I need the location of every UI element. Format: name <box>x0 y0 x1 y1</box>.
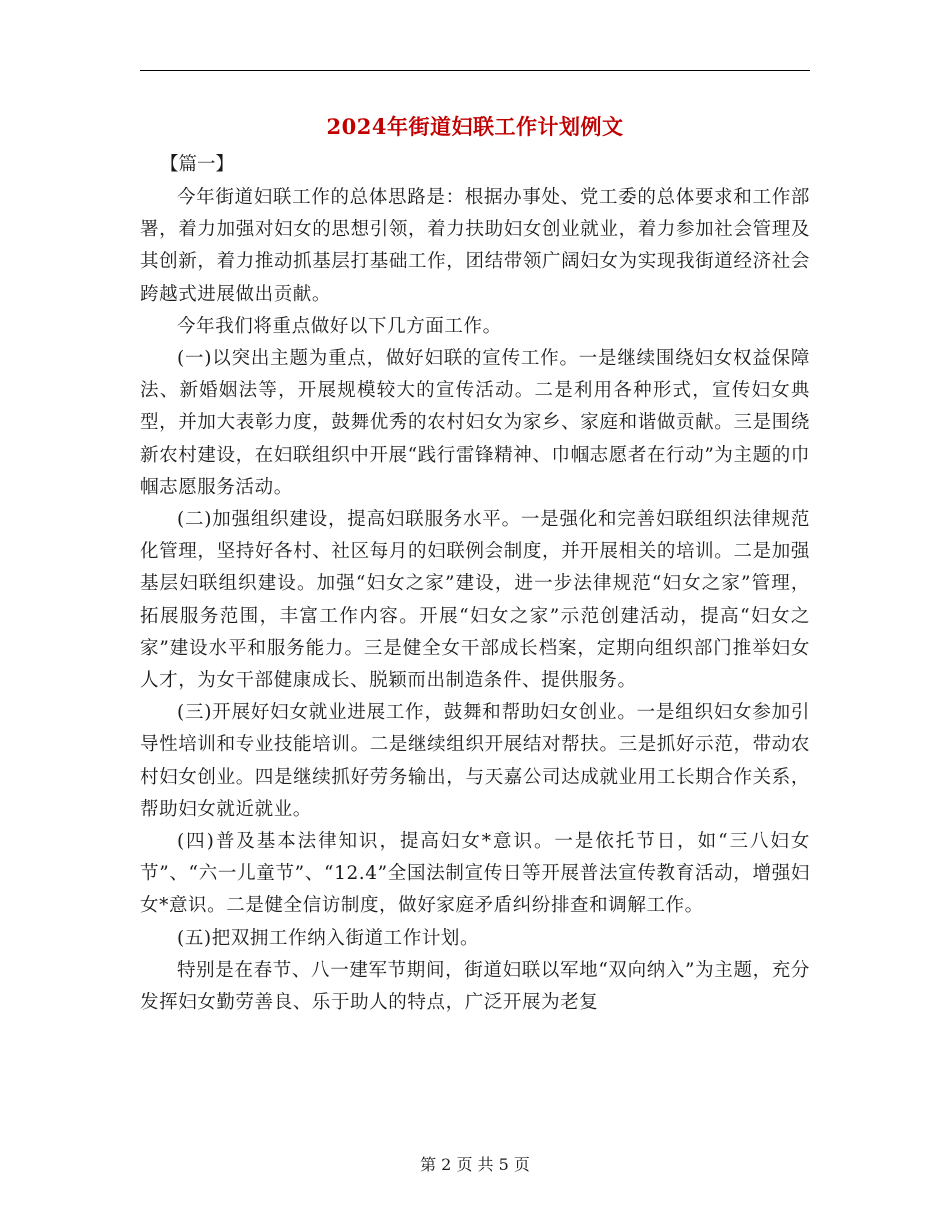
page-number: 第 2 页 共 5 页 <box>420 1155 530 1174</box>
section-label: 【篇一】 <box>160 154 235 175</box>
paragraph-item-1: (一)以突出主题为重点，做好妇联的宣传工作。一是继续围绕妇女权益保障法、新婚姻法等，开展规模较大的宣传活动。二是利用各种形式，宣传妇女典型，并加大表彰力度，鼓舞优秀的农村妇女为家乡、家庭和谐做贡献。三是围绕新农村建设，在妇联组织中开展“践行雷锋精神、巾帼志愿者在行动”为主题的巾帼志愿服务活动。 <box>140 348 810 498</box>
document-body <box>140 182 810 1019</box>
paragraph-item-5: (五)把双拥工作纳入街道工作计划。 <box>177 927 480 949</box>
paragraph-item-5-detail: 特别是在春节、八一建军节期间，街道妇联以军地“双向纳入”为主题，充分发挥妇女勤劳善良、乐于助人的特点，广泛开展为老复 <box>140 959 810 1014</box>
paragraph-item-4: (四)普及基本法律知识，提高妇女*意识。一是依托节日，如“三八妇女节”、“六一儿童节”、“12.4”全国法制宣传日等开展普法宣传教育活动，增强妇女*意识。二是健全信访制度，做好家庭矛盾纠纷排查和调解工作。 <box>140 831 810 917</box>
paragraph-item-2: (二)加强组织建设，提高妇联服务水平。一是强化和完善妇联组织法律规范化管理，坚持好各村、社区每月的妇联例会制度，并开展相关的培训。二是加强基层妇联组织建设。加强“妇女之家”建设，进一步法律规范“妇女之家”管理，拓展服务范围，丰富工作内容。开展“妇女之家”示范创建活动，提高“妇女之家”建设水平和服务能力。三是健全女干部成长档案，定期向组织部门推举妇女人才，为女干部健康成长、脱颖而出制造条件、提供服务。 <box>140 509 810 692</box>
paragraph-overview: 今年我们将重点做好以下几方面工作。 <box>177 315 502 337</box>
paragraph-intro: 今年街道妇联工作的总体思路是：根据办事处、党工委的总体要求和工作部署，着力加强对妇女的思想引领，着力扶助妇女创业就业，着力参加社会管理及其创新，着力推动抓基层打基础工作，团结带领广阔妇女为实现我街道经济社会跨越式进展做出贡献。 <box>140 187 810 305</box>
document-title: 2024年街道妇联工作计划例文 <box>326 114 624 139</box>
header-rule <box>140 70 810 71</box>
paragraph-item-3: (三)开展好妇女就业进展工作，鼓舞和帮助妇女创业。一是组织妇女参加引导性培训和专业技能培训。二是继续组织开展结对帮扶。三是抓好示范，带动农村妇女创业。四是继续抓好劳务输出，与天嘉公司达成就业用工长期合作关系，帮助妇女就近就业。 <box>140 702 810 820</box>
